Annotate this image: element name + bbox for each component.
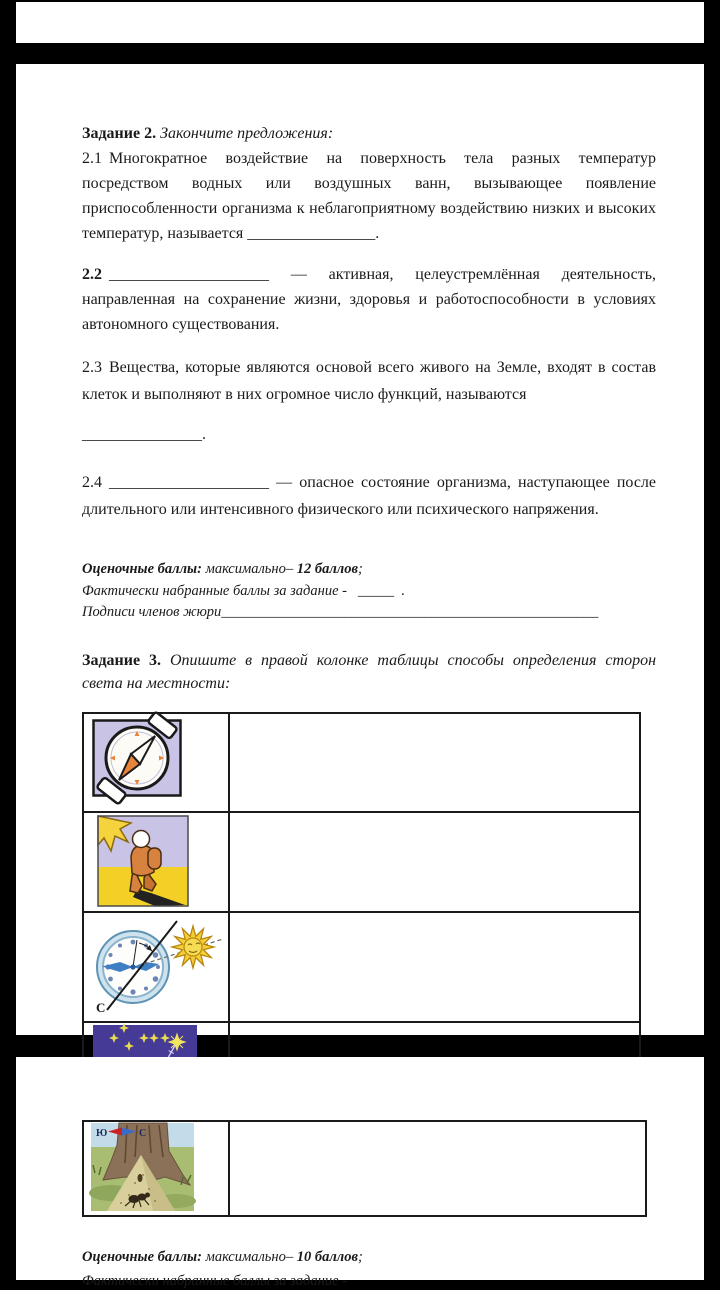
- tree-anthill-photo: [91, 1123, 194, 1211]
- scoring-signatures-line: ____________________________________________________: [221, 604, 599, 620]
- task3-heading-number: Задание 3.: [82, 651, 162, 669]
- scoring-label: Оценочные баллы:: [82, 561, 202, 577]
- item-text: ____________________ — активная, целеустремлённая деятельность, направленная на сохранение жизни, здоровья и работоспособности в условиях автономного существования.: [82, 266, 656, 333]
- north-label: С: [96, 999, 106, 1015]
- cell-watch-answer: [229, 912, 640, 1022]
- task2-heading-number: Задание 2.: [82, 125, 157, 142]
- scoring-actual-text: Фактически набранные баллы за задание -: [82, 582, 347, 599]
- item-number: 2.4: [82, 474, 102, 491]
- table-row-shadow: [83, 812, 640, 912]
- task2-heading-text: Закончите предложения:: [160, 125, 334, 142]
- scoring-line-actual: [82, 581, 656, 603]
- page-content: [82, 121, 656, 1125]
- table-row-watch: [83, 912, 640, 1022]
- cell-compass-image: [83, 713, 229, 812]
- page-content: [82, 1057, 656, 1269]
- task2-heading: [82, 121, 656, 146]
- north-label: С: [139, 1128, 147, 1139]
- item-number: 2.1: [82, 150, 102, 167]
- scoring-tail: ;: [357, 561, 363, 577]
- item-text: Вещества, которые являются основой всего живого на Земле, входят в состав клеток и выполняют в них огромное число функций, называются: [82, 359, 656, 403]
- page-task-sheet: [16, 64, 704, 1035]
- scoring-label: Оценочные баллы:: [82, 1249, 202, 1265]
- item-text: ____________________ — опасное состояние организма, наступающее после длительного или интенсивного физического или психического напряжения.: [82, 474, 656, 518]
- cell-tree-answer: [229, 1121, 646, 1216]
- task2-item-2-3: [82, 354, 656, 408]
- orientation-methods-table-continued: [82, 1120, 647, 1217]
- scoring-max-points: 10 баллов: [296, 1249, 358, 1265]
- scoring-actual-dot: .: [401, 582, 405, 599]
- page-fragment-top: [16, 2, 704, 43]
- task2-item-2-1: [82, 146, 656, 246]
- item-text: Многократное воздействие на поверхность тела разных температур посредством водных или воздушных ванн, вызывающее появление приспособленности организма к неблагоприятному воздействию низких и высоких температур, называется ________________.: [82, 150, 656, 242]
- cell-tree-image: [83, 1121, 229, 1216]
- hiker-sun-shadow-illustration: [97, 815, 189, 907]
- task2-item-2-3-blank: _______________.: [82, 426, 206, 443]
- wrist-compass-illustration: [92, 719, 182, 797]
- south-label: Ю: [96, 1128, 108, 1139]
- task3-heading: [82, 649, 656, 695]
- scoring-line-max: [82, 559, 656, 581]
- table-row-compass: [83, 713, 640, 812]
- cell-watch-image: [83, 912, 229, 1022]
- cell-compass-answer: [229, 713, 640, 812]
- scoring-line-max: [82, 1247, 656, 1269]
- item-number: 2.3: [82, 359, 102, 376]
- scoring-actual-blank: _____: [357, 582, 395, 599]
- item-number: 2.2: [82, 266, 102, 283]
- scoring-line-signatures: [82, 602, 656, 624]
- cell-shadow-answer: [229, 812, 640, 912]
- scoring-max-text: максимально–: [201, 561, 297, 577]
- scoring-line-actual-cutoff: Фактически набранные баллы за задание -: [82, 1273, 347, 1289]
- scoring-signatures-text: Подписи членов жюри: [82, 604, 222, 620]
- page-task-sheet-continued: [16, 1057, 704, 1289]
- task3-heading-text: Опишите в правой колонке таблицы способы определения сторон света на местности:: [82, 651, 657, 692]
- task2-item-2-2: [82, 262, 656, 337]
- table-row-tree: [83, 1121, 646, 1216]
- watch-and-sun-illustration: [86, 917, 226, 1014]
- cell-shadow-image: [83, 812, 229, 912]
- task3-scoring-block: [82, 1247, 656, 1269]
- scoring-max-points: 12 баллов: [296, 561, 358, 577]
- scoring-max-text: максимально–: [201, 1249, 297, 1265]
- task2-scoring-block: [82, 559, 656, 624]
- scoring-tail: ;: [357, 1249, 363, 1265]
- task2-item-2-4: [82, 469, 656, 523]
